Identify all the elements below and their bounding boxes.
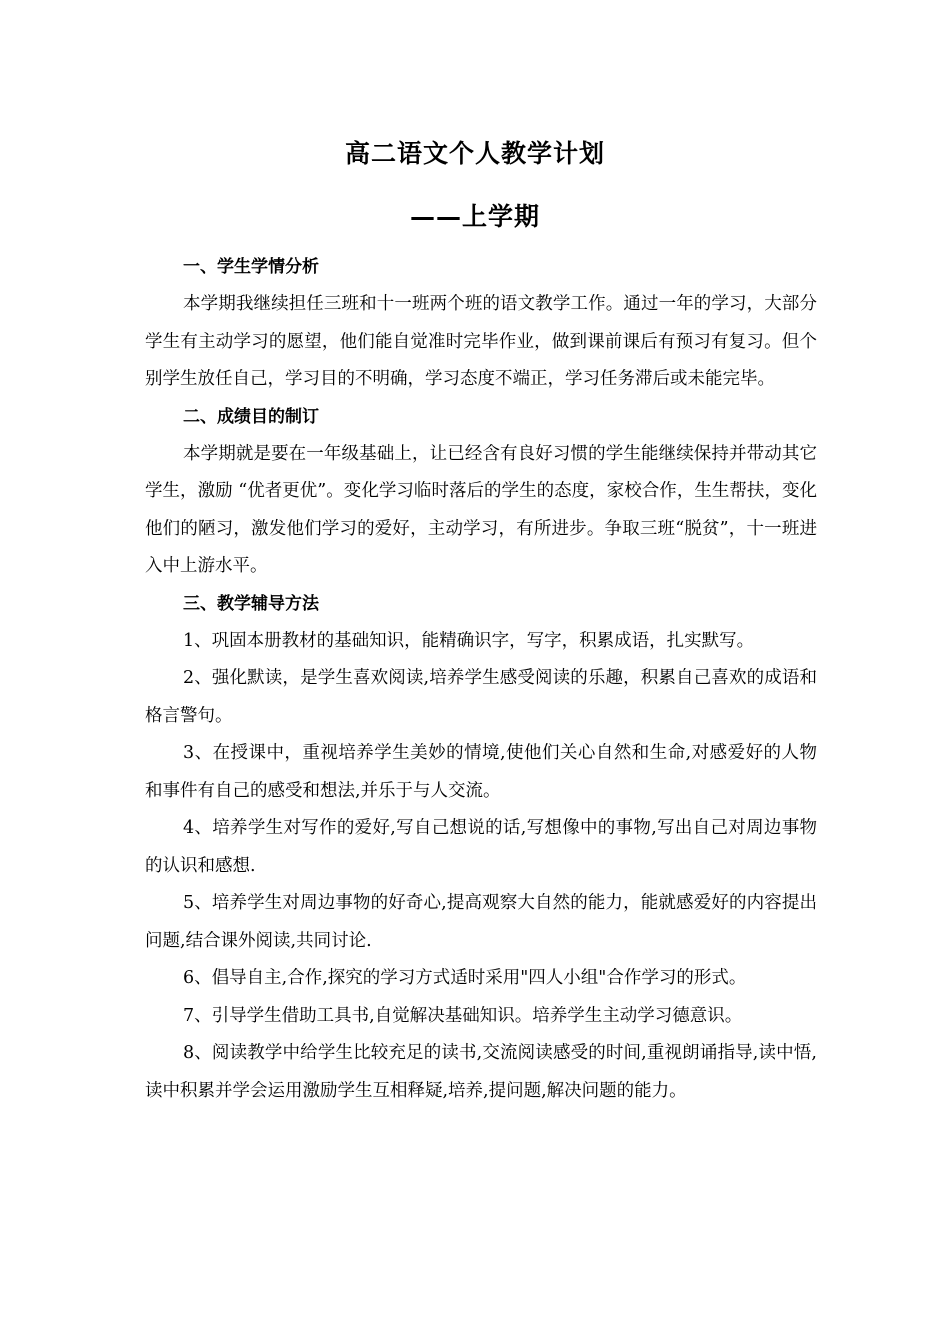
list-item: 7、引导学生借助工具书,自觉解决基础知识。培养学生主动学习德意识。 [183, 1005, 743, 1026]
list-item: 4、培养学生对写作的爱好,写自己想说的话,写想像中的事物,写出自己对周边事物的认识和感想. [145, 818, 817, 876]
list-item: 8、阅读教学中给学生比较充足的读书,交流阅读感受的时间,重视朗诵指导,读中悟,读中积累并学会运用激励学生互相释疑,培养,提问题,解决问题的能力。 [145, 1043, 817, 1101]
paragraph: 本学期我继续担任三班和十一班两个班的语文教学工作。通过一年的学习，大部分学生有主动学习的愿望，他们能自觉准时完毕作业，做到课前课后有预习有复习。但个别学生放任自己，学习目的不明确，学习态度不端正，学习任务滞后或未能完毕。 [145, 294, 817, 389]
section-heading-analysis: 一、学生学情分析 [183, 257, 319, 277]
section-heading-methods: 三、教学辅导方法 [183, 593, 319, 614]
document-body [145, 249, 817, 1110]
paragraph: 本学期就是要在一年级基础上，让已经含有良好习惯的学生能继续保持并带动其它学生，激励 “优者更优”。变化学习临时落后的学生的态度，家校合作，生生帮扶，变化他们的陋习，激发他们学习的爱好，主动学习，有所进步。争取三班“脱贫”，十一班进入中上游水平。 [145, 443, 817, 576]
list-item: 3、在授课中，重视培养学生美妙的情境,使他们关心自然和生命,对感爱好的人物和事件有自己的感受和想法,并乐于与人交流。 [145, 743, 817, 801]
section-heading-goals: 二、成绩目的制订 [183, 406, 319, 427]
list-item: 2、强化默读，是学生喜欢阅读,培养学生感受阅读的乐趣，积累自己喜欢的成语和格言警句。 [145, 668, 817, 726]
document-subtitle: ——上学期 [409, 202, 540, 231]
list-item: 5、培养学生对周边事物的好奇心,提高观察大自然的能力，能就感爱好的内容提出问题,结合课外阅读,共同讨论. [145, 893, 817, 951]
list-item: 6、倡导自主,合作,探究的学习方式适时采用"四人小组"合作学习的形式。 [183, 968, 747, 988]
list-item: 1、巩固本册教材的基础知识，能精确识字，写字，积累成语，扎实默写。 [183, 630, 755, 651]
document-title: 高二语文个人教学计划 [344, 139, 605, 168]
